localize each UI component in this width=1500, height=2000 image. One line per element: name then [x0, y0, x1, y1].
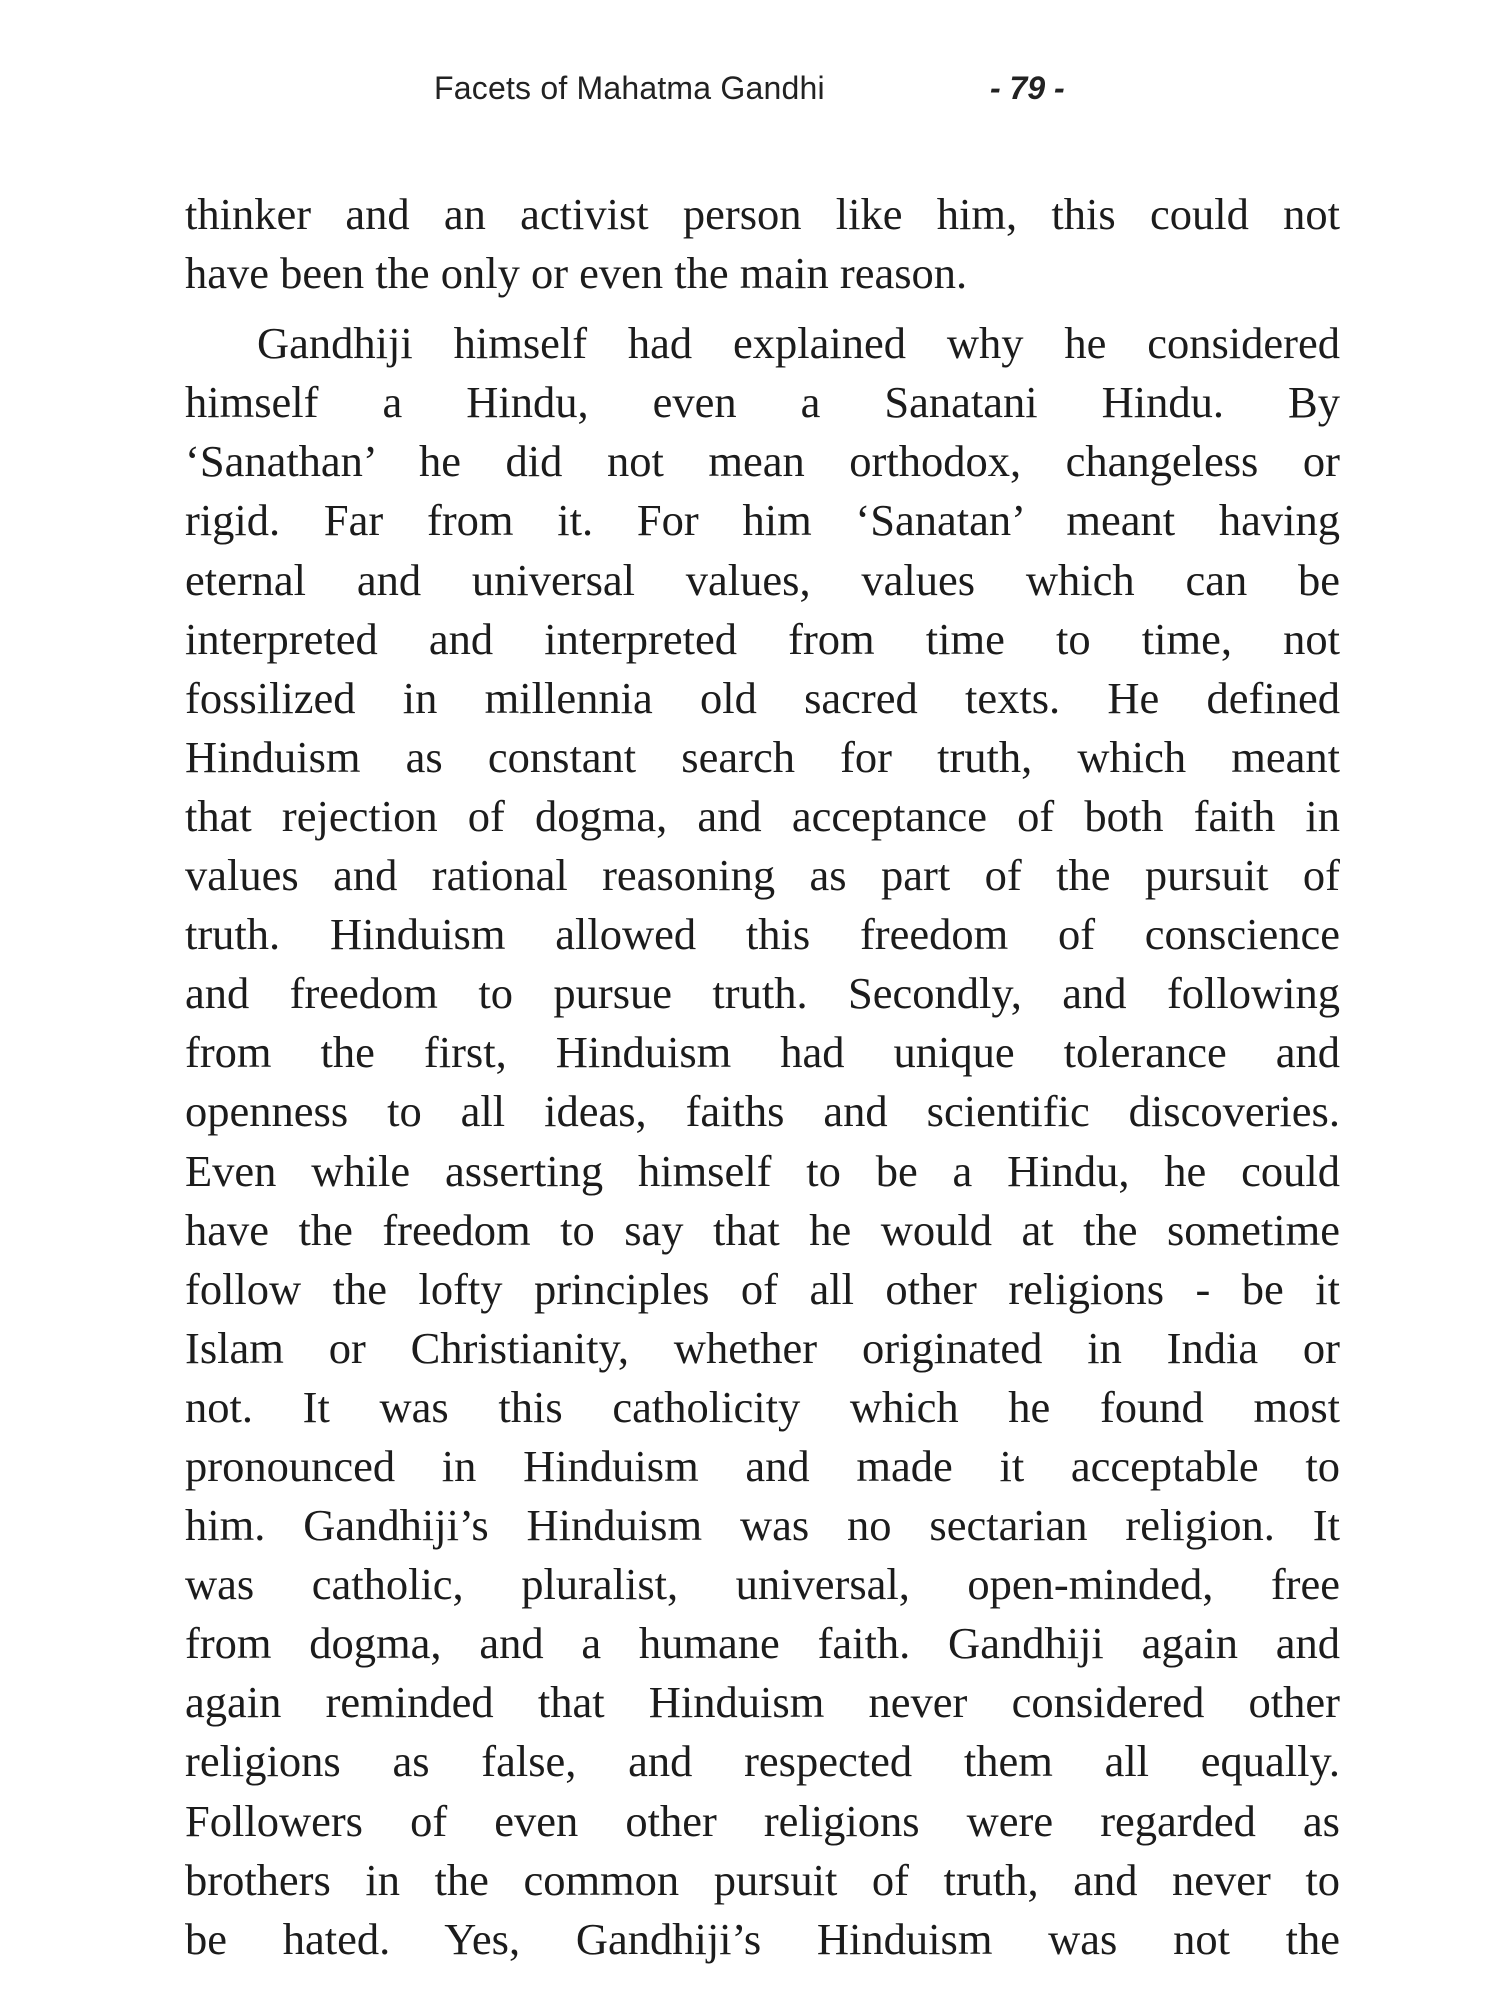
text-line: follow the lofty principles of all other religions - be it — [185, 1263, 1340, 1314]
text-line: Followers of even other religions were regarded as — [185, 1795, 1340, 1846]
text-line: interpreted and interpreted from time to time, not — [185, 613, 1340, 664]
text-line: openness to all ideas, faiths and scientific discoveries. — [185, 1086, 1340, 1137]
text-line: truth. Hinduism allowed this freedom of conscience — [185, 909, 1340, 960]
text-line: fossilized in millennia old sacred texts. He defined — [185, 672, 1340, 723]
text-line: again reminded that Hinduism never considered other — [185, 1677, 1340, 1728]
text-line: Gandhiji himself had explained why he considered — [257, 318, 1340, 369]
text-line: from dogma, and a humane faith. Gandhiji again and — [185, 1618, 1340, 1669]
text-line: brothers in the common pursuit of truth, and never to — [185, 1854, 1340, 1905]
text-line: thinker and an activist person like him, this could not — [185, 189, 1340, 239]
text-line: was catholic, pluralist, universal, open-minded, free — [185, 1559, 1340, 1610]
text-line: religions as false, and respected them all equally. — [185, 1736, 1340, 1787]
body-text — [185, 185, 1340, 1969]
text-line: ‘Sanathan’ he did not mean orthodox, changeless or — [185, 436, 1340, 487]
paragraph-gap — [185, 303, 1340, 314]
text-line: Even while asserting himself to be a Hindu, he could — [185, 1145, 1340, 1196]
book-title: Facets of Mahatma Gandhi — [434, 70, 825, 106]
text-line: him. Gandhiji’s Hinduism was no sectarian religion. It — [185, 1500, 1340, 1551]
text-line: and freedom to pursue truth. Secondly, and following — [185, 968, 1340, 1019]
text-line: pronounced in Hinduism and made it acceptable to — [185, 1440, 1340, 1491]
text-line: Hinduism as constant search for truth, which meant — [185, 731, 1340, 782]
text-line: that rejection of dogma, and acceptance of both faith in — [185, 790, 1340, 841]
text-line: have been the only or even the main reason. — [185, 248, 968, 299]
text-line: himself a Hindu, even a Sanatani Hindu. By — [185, 377, 1340, 428]
text-line: not. It was this catholicity which he found most — [185, 1381, 1340, 1432]
text-line: have the freedom to say that he would at the sometime — [185, 1204, 1340, 1255]
text-line: from the first, Hinduism had unique tolerance and — [185, 1027, 1340, 1078]
running-header — [0, 70, 1500, 120]
text-line: be hated. Yes, Gandhiji’s Hinduism was not the — [185, 1913, 1340, 1964]
text-line: values and rational reasoning as part of the pursuit of — [185, 850, 1340, 901]
text-line: rigid. Far from it. For him ‘Sanatan’ meant having — [185, 495, 1340, 546]
page-number: - 79 - — [990, 70, 1065, 106]
text-line: Islam or Christianity, whether originated in India or — [185, 1322, 1340, 1373]
text-line: eternal and universal values, values which can be — [185, 554, 1340, 605]
